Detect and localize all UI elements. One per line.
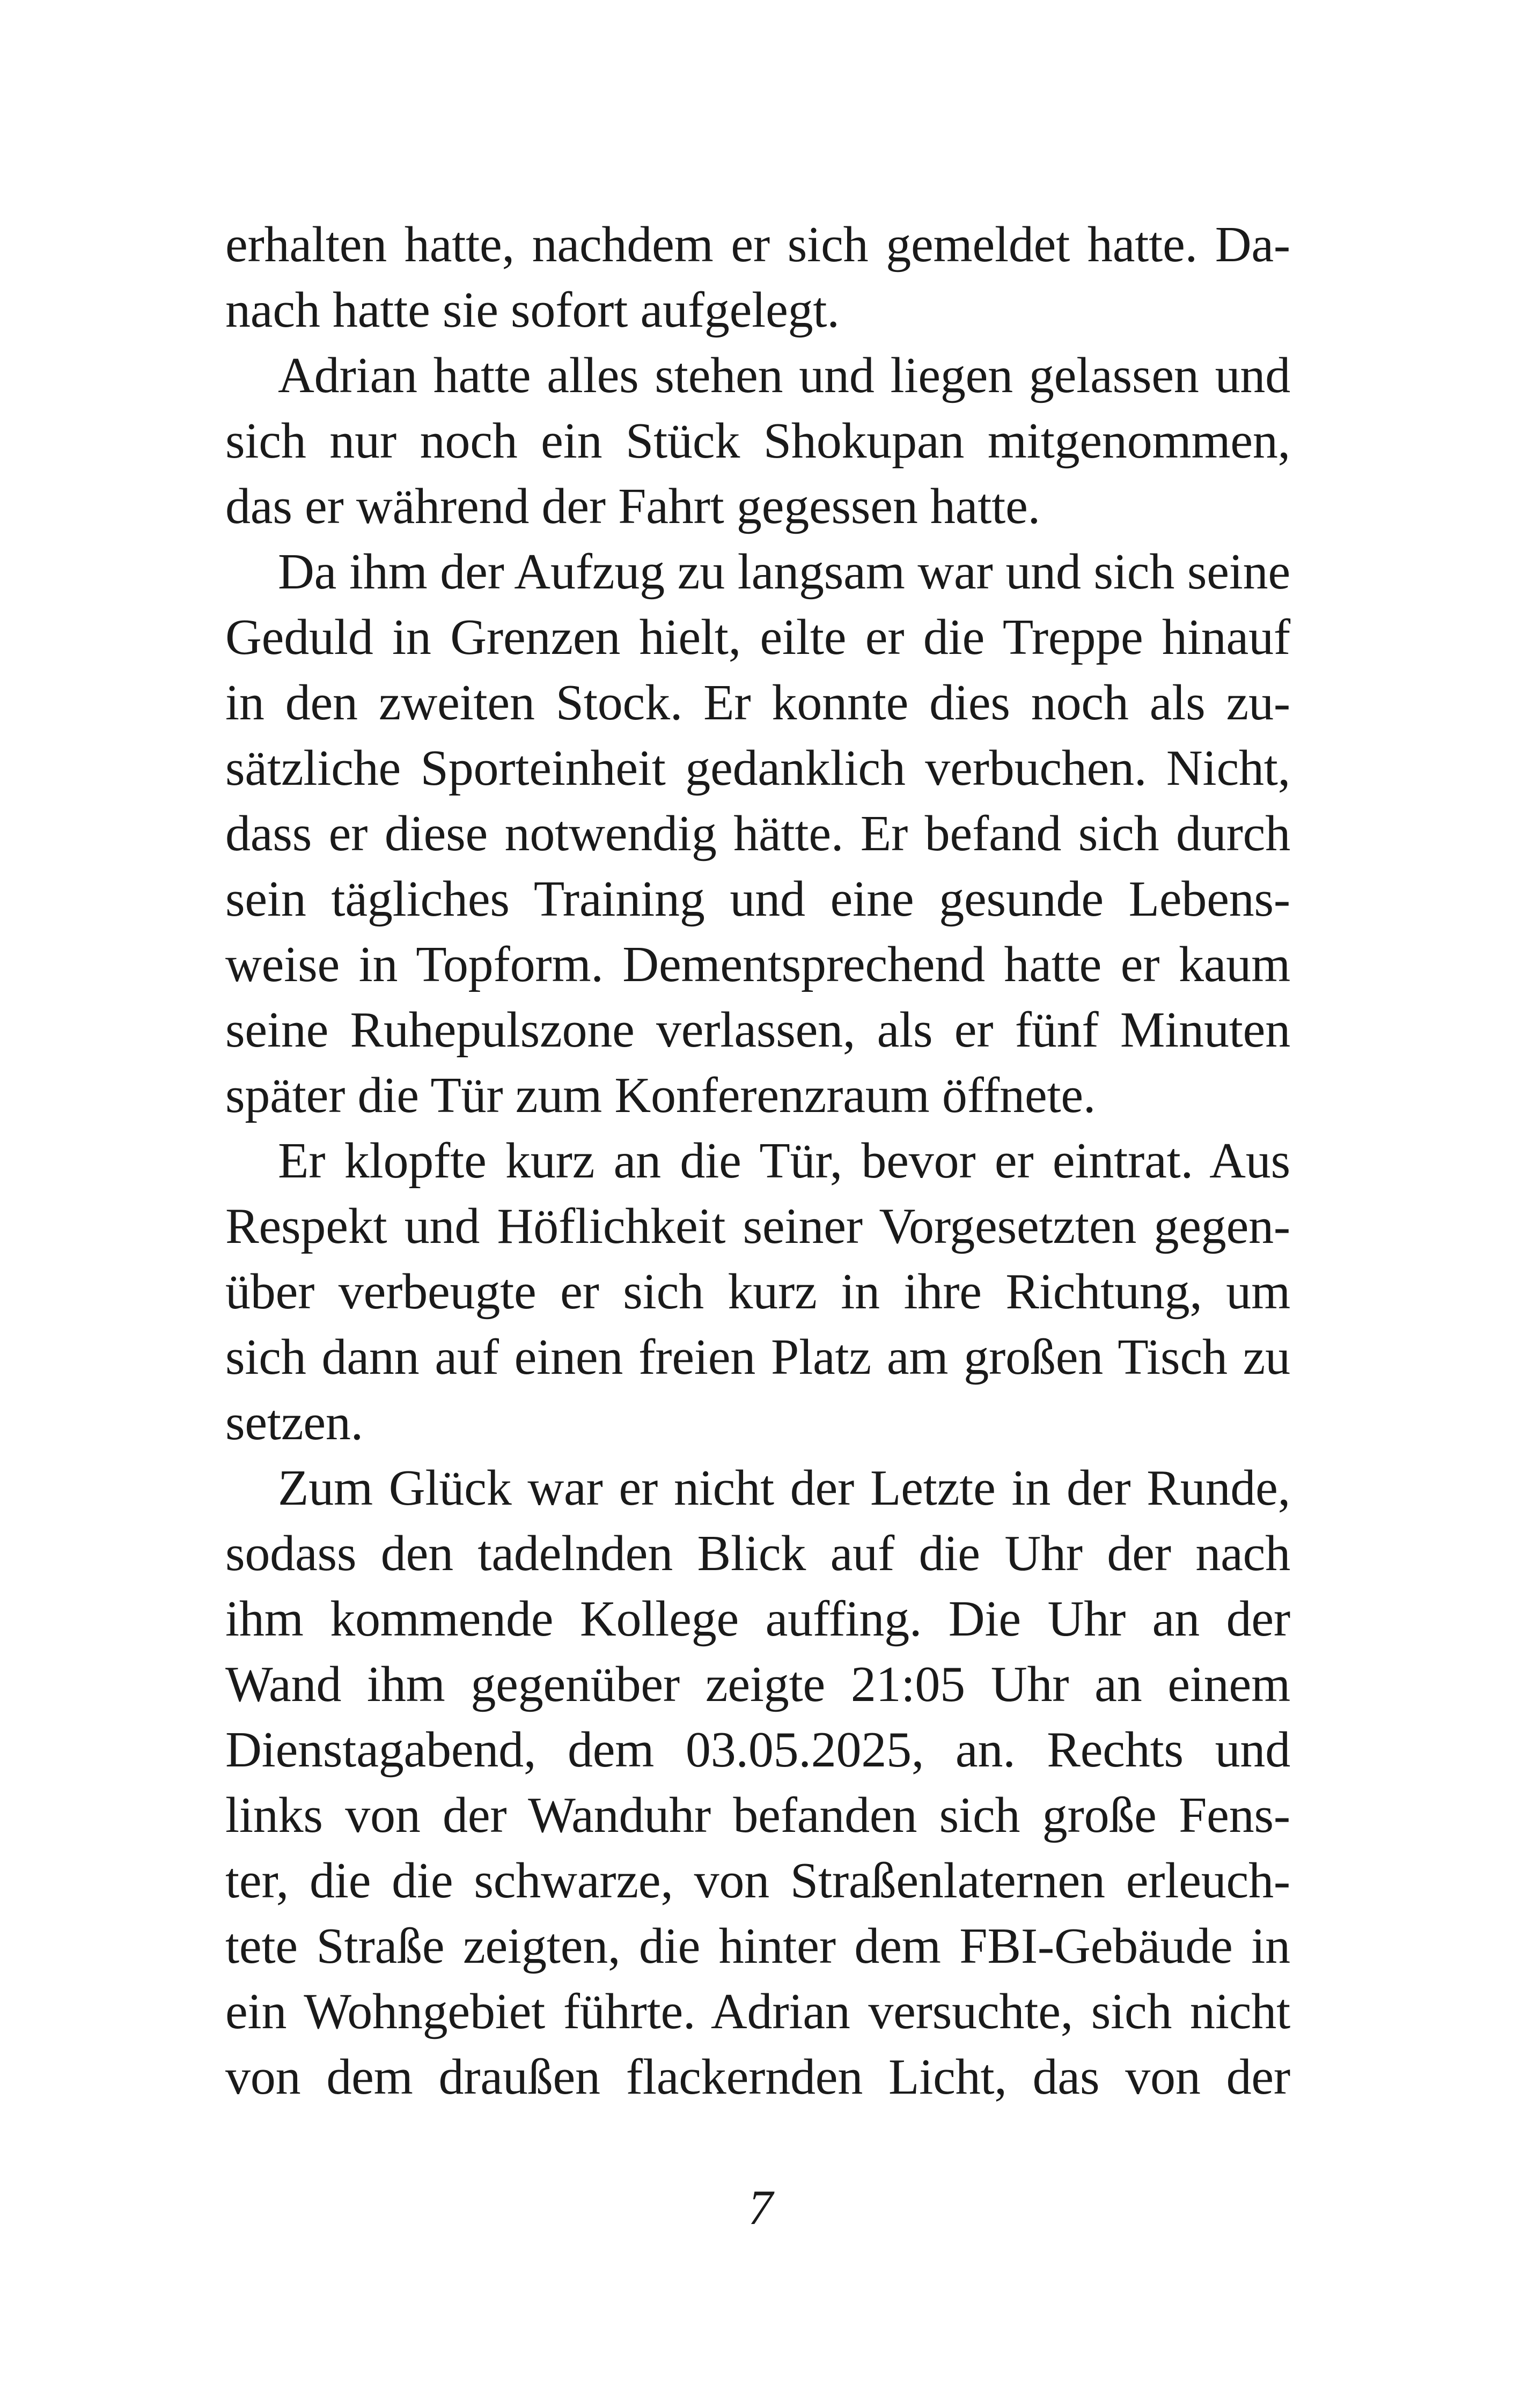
- text-line: in den zweiten Stock. Er konnte dies noch als zu-: [225, 675, 1290, 731]
- text-line: Respekt und Höflichkeit seiner Vorgesetzten gegen-: [225, 1198, 1290, 1254]
- body-text: [225, 212, 1290, 2110]
- text-line: ter, die die schwarze, von Straßenlaternen erleuch-: [225, 1853, 1290, 1909]
- text-line: erhalten hatte, nachdem er sich gemeldet hatte. Da-: [225, 217, 1290, 273]
- text-line: Adrian hatte alles stehen und liegen gelassen und: [278, 348, 1290, 403]
- text-line: sodass den tadelnden Blick auf die Uhr der nach: [225, 1526, 1290, 1581]
- text-line: sich dann auf einen freien Platz am großen Tisch zu: [225, 1329, 1290, 1385]
- text-line: Er klopfte kurz an die Tür, bevor er eintrat. Aus: [278, 1133, 1290, 1189]
- text-line: Dienstagabend, dem 03.05.2025, an. Rechts und: [225, 1722, 1290, 1778]
- text-line: nach hatte sie sofort aufgelegt.: [225, 282, 840, 338]
- text-line: sein tägliches Training und eine gesunde Lebens-: [225, 871, 1290, 927]
- text-line: setzen.: [225, 1395, 363, 1450]
- text-line: Zum Glück war er nicht der Letzte in der Runde,: [278, 1460, 1290, 1516]
- text-line: sätzliche Sporteinheit gedanklich verbuchen. Nicht,: [225, 740, 1290, 796]
- text-line: sich nur noch ein Stück Shokupan mitgenommen,: [225, 413, 1290, 469]
- text-line: Geduld in Grenzen hielt, eilte er die Treppe hinauf: [225, 609, 1290, 665]
- text-line: tete Straße zeigten, die hinter dem FBI-Gebäude in: [225, 1918, 1290, 1974]
- text-line: links von der Wanduhr befanden sich große Fens-: [225, 1787, 1290, 1843]
- text-line: dass er diese notwendig hätte. Er befand sich durch: [225, 806, 1290, 861]
- text-line: ihm kommende Kollege auffing. Die Uhr an der: [225, 1591, 1290, 1647]
- text-line: Da ihm der Aufzug zu langsam war und sich seine: [278, 544, 1290, 600]
- text-line: das er während der Fahrt gegessen hatte.: [225, 478, 1040, 534]
- text-line: Wand ihm gegenüber zeigte 21:05 Uhr an einem: [225, 1656, 1290, 1712]
- text-line: später die Tür zum Konferenzraum öffnete.: [225, 1067, 1096, 1123]
- text-line: über verbeugte er sich kurz in ihre Richtung, um: [225, 1264, 1290, 1320]
- page-number: 7: [748, 2180, 773, 2235]
- text-line: weise in Topform. Dementsprechend hatte er kaum: [225, 937, 1290, 992]
- text-line: seine Ruhepulszone verlassen, als er fünf Minuten: [225, 1002, 1290, 1058]
- text-line: von dem draußen flackernden Licht, das von der: [225, 2049, 1290, 2105]
- text-line: ein Wohngebiet führte. Adrian versuchte, sich nicht: [225, 1984, 1290, 2039]
